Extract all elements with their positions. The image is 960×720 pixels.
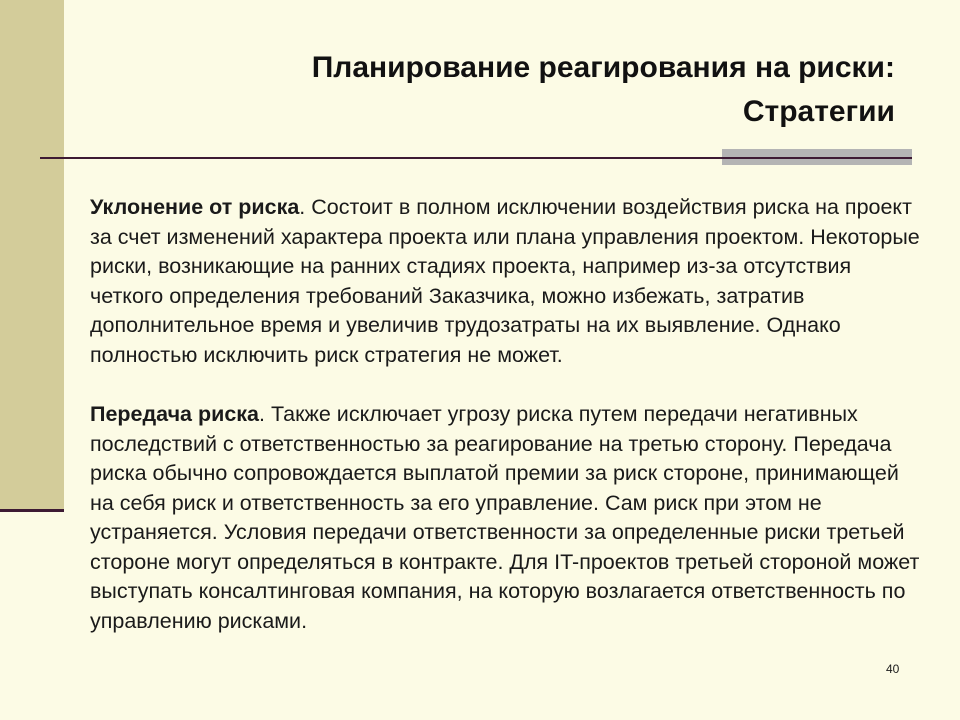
title-divider-segment xyxy=(722,157,912,159)
slide-body xyxy=(90,193,920,636)
sidebar-divider xyxy=(0,509,64,512)
paragraph-risk-transfer xyxy=(90,400,920,636)
paragraph-risk-avoidance xyxy=(90,193,920,370)
slide-title-line2: Стратегии xyxy=(742,95,895,128)
term-risk-avoidance: Уклонение от риска xyxy=(90,195,300,219)
slide-title-line1: Планирование реагирования на риски: xyxy=(311,51,895,84)
text-risk-avoidance: . Состоит в полном исключении воздействия риска на проект за счет изменений характера проекта или плана управления проектом. Некоторые риски, возникающие на ранних стадиях проекта, например из-за отсутствия четкого определения требований Заказчика, можно избежать, затратив дополнительное время и увеличив трудозатраты на их выявление. Однако полностью исключить риск стратегия не может. xyxy=(90,195,920,367)
term-risk-transfer: Передача риска xyxy=(90,402,260,426)
text-risk-transfer: . Также исключает угрозу риска путем передачи негативных последствий с ответственностью за реагирование на третью сторону. Передача риска обычно сопровождается выплатой премии за риск стороне, принимающей на себя риск и ответственность за его управление. Сам риск при этом не устраняется. Условия передачи ответственности за определенные риски третьей стороне могут определяться в контракте. Для IT-проектов третьей стороной может выступать консалтинговая компания, на которую возлагается ответственность по управлению рисками. xyxy=(90,402,920,633)
slide-title xyxy=(150,46,895,134)
page-number: 40 xyxy=(886,662,900,676)
left-sidebar-band xyxy=(0,0,64,510)
